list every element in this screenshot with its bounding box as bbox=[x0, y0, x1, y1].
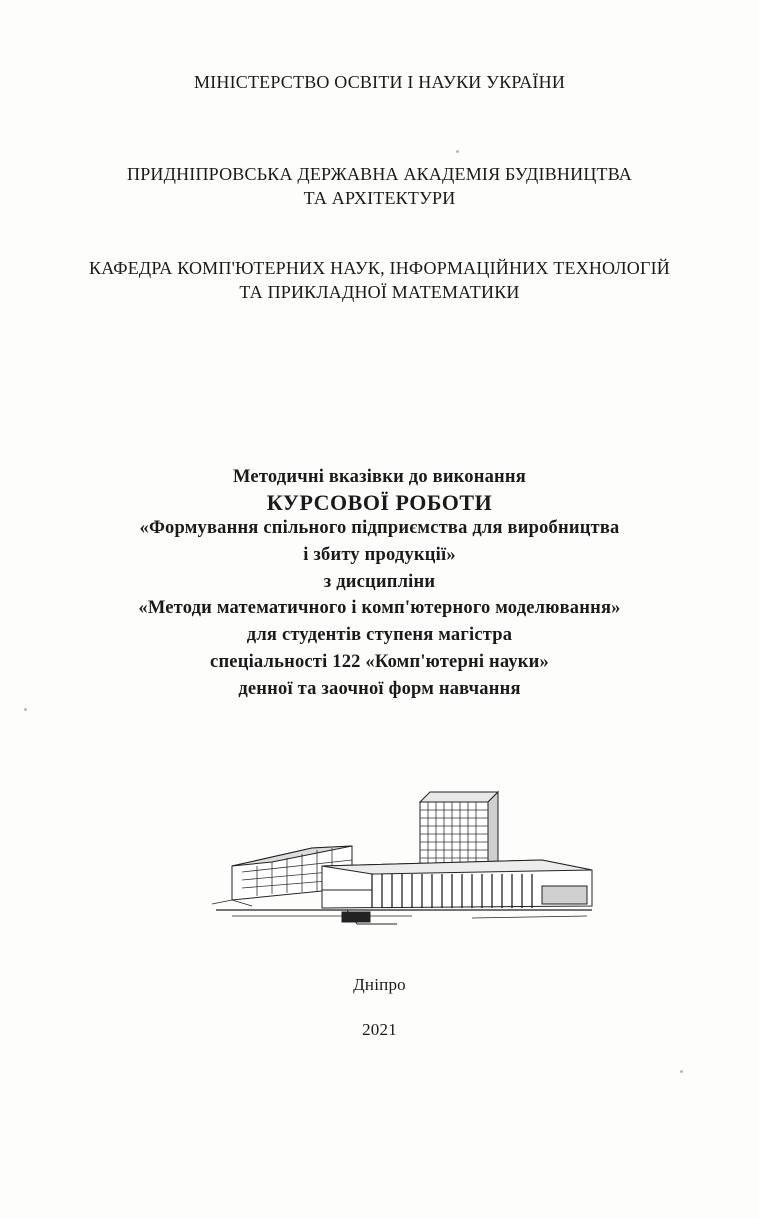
audience-specialty: спеціальності 122 «Комп'ютерні науки» bbox=[210, 652, 549, 672]
work-topic-line1: «Формування спільного підприємства для виробництва bbox=[139, 518, 620, 538]
scan-speck bbox=[456, 150, 459, 153]
study-forms: денної та заочної форм навчання bbox=[238, 679, 521, 699]
discipline-label: з дисципліни bbox=[323, 572, 436, 592]
scan-speck bbox=[680, 1070, 683, 1073]
department-heading-line1: КАФЕДРА КОМП'ЮТЕРНИХ НАУК, ІНФОРМАЦІЙНИХ ТЕХНОЛОГІЙ bbox=[89, 258, 670, 278]
document-title: КУРСОВОЇ РОБОТИ bbox=[266, 490, 493, 515]
scan-speck bbox=[24, 708, 27, 711]
publication-year: 2021 bbox=[362, 1020, 397, 1039]
discipline-name: «Методи математичного і комп'ютерного моделювання» bbox=[138, 598, 621, 618]
academy-building-icon bbox=[212, 788, 597, 928]
work-topic-line2: і збиту продукції» bbox=[303, 545, 456, 565]
academy-heading-line2: ТА АРХІТЕКТУРИ bbox=[303, 188, 456, 208]
publication-city: Дніпро bbox=[353, 975, 406, 994]
ministry-heading: МІНІСТЕРСТВО ОСВІТИ І НАУКИ УКРАЇНИ bbox=[193, 72, 566, 92]
department-heading-line2: ТА ПРИКЛАДНОЇ МАТЕМАТИКИ bbox=[239, 282, 520, 302]
academy-heading-line1: ПРИДНІПРОВСЬКА ДЕРЖАВНА АКАДЕМІЯ БУДІВНИЦТВА bbox=[127, 164, 632, 184]
document-type: Методичні вказівки до виконання bbox=[233, 467, 526, 487]
audience-degree: для студентів ступеня магістра bbox=[246, 625, 513, 645]
